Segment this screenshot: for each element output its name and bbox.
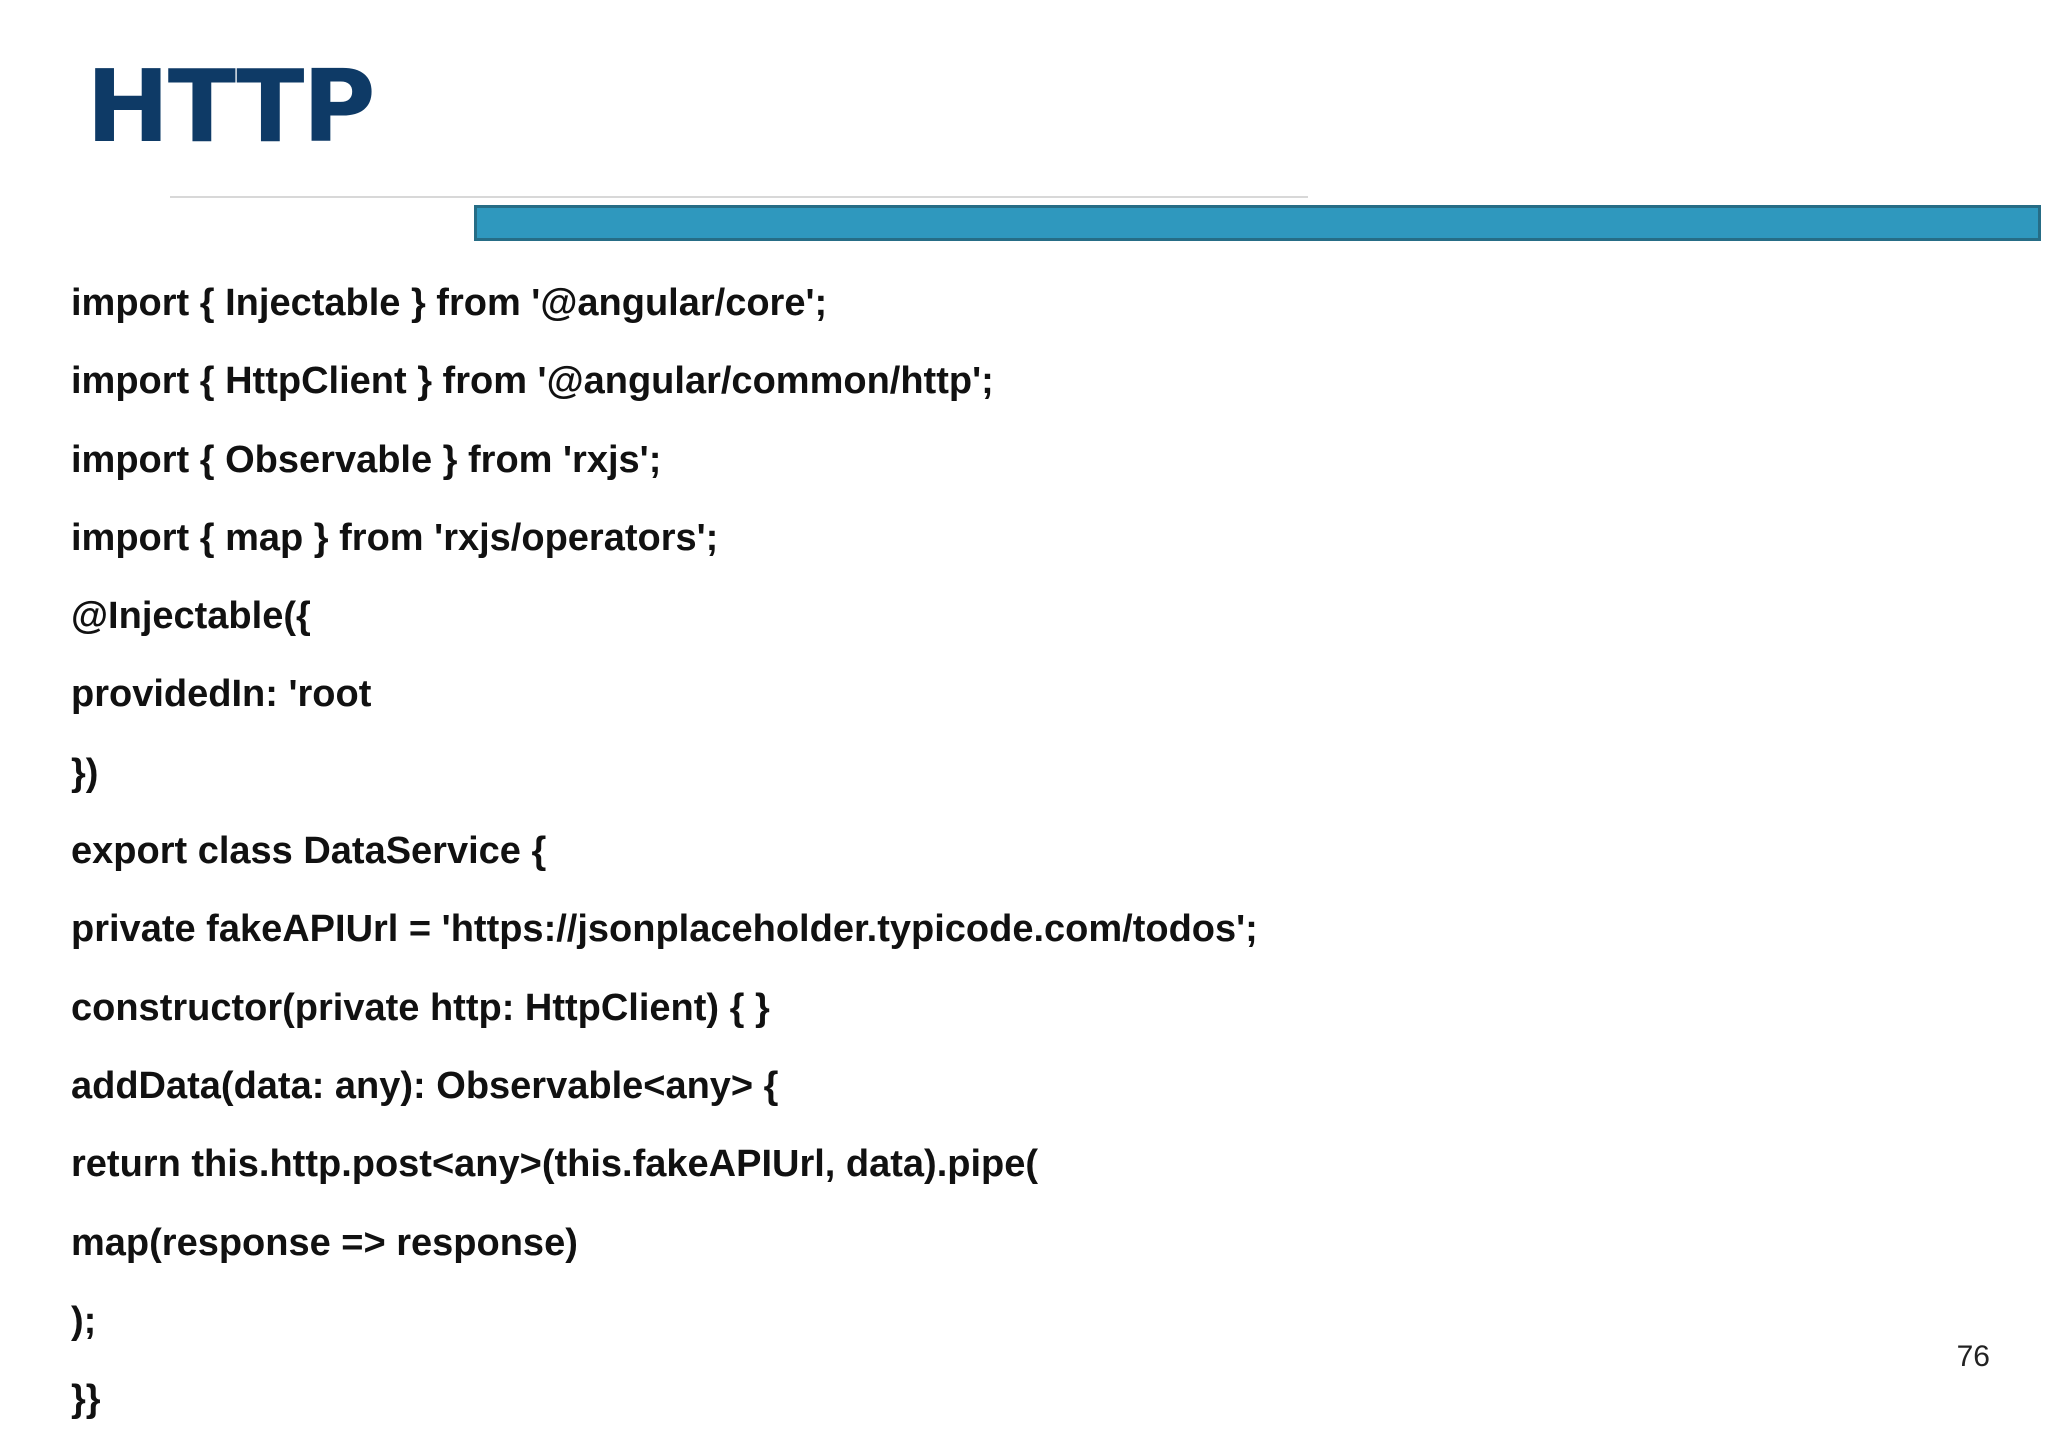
- code-line: );: [71, 1299, 97, 1342]
- code-line: import { Injectable } from '@angular/core';: [71, 282, 828, 324]
- code-line: import { Observable } from 'rxjs';: [71, 438, 662, 481]
- code-line: import { map } from 'rxjs/operators';: [71, 516, 719, 559]
- code-line: @Injectable({: [71, 595, 311, 638]
- code-line: map(response => response): [71, 1221, 578, 1264]
- code-line: import { HttpClient } from '@angular/common/http';: [71, 360, 994, 403]
- code-line: providedIn: 'root: [71, 673, 372, 716]
- code-block: [71, 264, 1258, 1438]
- code-line: private fakeAPIUrl = 'https://jsonplaceholder.typicode.com/todos';: [71, 908, 1258, 951]
- code-line: addData(data: any): Observable<any> {: [71, 1064, 779, 1107]
- code-line: export class DataService {: [71, 830, 547, 873]
- code-line: constructor(private http: HttpClient) { }: [71, 986, 770, 1029]
- code-line: return this.http.post<any>(this.fakeAPIUrl, data).pipe(: [71, 1143, 1039, 1186]
- page-number: 76: [1956, 1340, 1990, 1373]
- code-line: }}: [71, 1378, 101, 1421]
- slide-title: HTTP: [86, 48, 374, 165]
- code-line: }): [71, 751, 99, 794]
- accent-bar: [474, 205, 2041, 241]
- title-divider: [170, 196, 1308, 198]
